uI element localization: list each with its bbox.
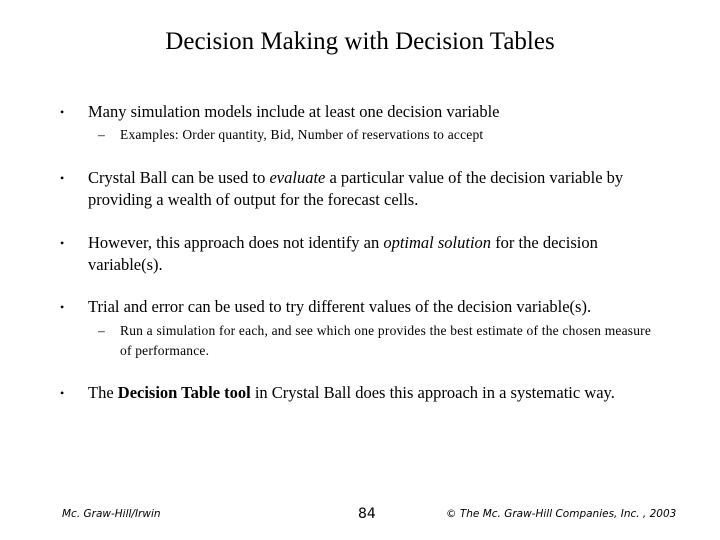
bullet-2-emphasis: evaluate bbox=[269, 168, 326, 187]
dash-symbol: – bbox=[98, 127, 105, 142]
bullet-2-post: a particular value of the decision variable by providing a wealth of output for the forecast cells. bbox=[88, 168, 624, 209]
bullet-5 bbox=[60, 382, 660, 404]
footer-publisher: Mc. Graw-Hill/Irwin bbox=[62, 508, 161, 520]
sub-bullet-1 bbox=[98, 125, 658, 145]
bullet-1-text: Many simulation models include at least one decision variable bbox=[88, 102, 500, 121]
sub-bullet-4-text: Run a simulation for each, and see which one provides the best estimate of the chosen measure of performance. bbox=[120, 323, 652, 358]
bullet-3-pre: However, this approach does not identify an bbox=[88, 233, 384, 252]
bullet-4 bbox=[60, 296, 660, 318]
bullet-2-text bbox=[88, 167, 660, 211]
bullet-5-text bbox=[88, 382, 660, 404]
page-number: 84 bbox=[358, 506, 376, 522]
bullet-symbol: • bbox=[60, 300, 65, 314]
sub-bullet-4 bbox=[98, 321, 658, 361]
bullet-4-text: Trial and error can be used to try different values of the decision variable(s). bbox=[88, 297, 592, 316]
bullet-symbol: • bbox=[60, 171, 65, 185]
bullet-1 bbox=[60, 101, 660, 123]
bullet-3 bbox=[60, 232, 660, 276]
sub-bullet-1-text: Examples: Order quantity, Bid, Number of reservations to accept bbox=[120, 127, 484, 142]
bullet-symbol: • bbox=[60, 105, 65, 119]
bullet-symbol: • bbox=[60, 236, 65, 250]
bullet-5-bold: Decision Table tool bbox=[117, 383, 251, 402]
bullet-3-emphasis: optimal solution bbox=[383, 233, 492, 252]
bullet-2 bbox=[60, 167, 660, 211]
bullet-5-pre: The bbox=[88, 383, 118, 402]
footer-copyright: © The Mc. Graw-Hill Companies, Inc. , 2003 bbox=[446, 508, 677, 520]
bullet-3-post: for the decision variable(s). bbox=[88, 233, 598, 274]
dash-symbol: – bbox=[98, 323, 105, 338]
bullet-2-pre: Crystal Ball can be used to bbox=[88, 168, 270, 187]
slide-title: Decision Making with Decision Tables bbox=[165, 28, 555, 55]
bullet-3-text bbox=[88, 232, 660, 276]
bullet-5-post: in Crystal Ball does this approach in a systematic way. bbox=[250, 383, 615, 402]
bullet-symbol: • bbox=[60, 386, 65, 400]
